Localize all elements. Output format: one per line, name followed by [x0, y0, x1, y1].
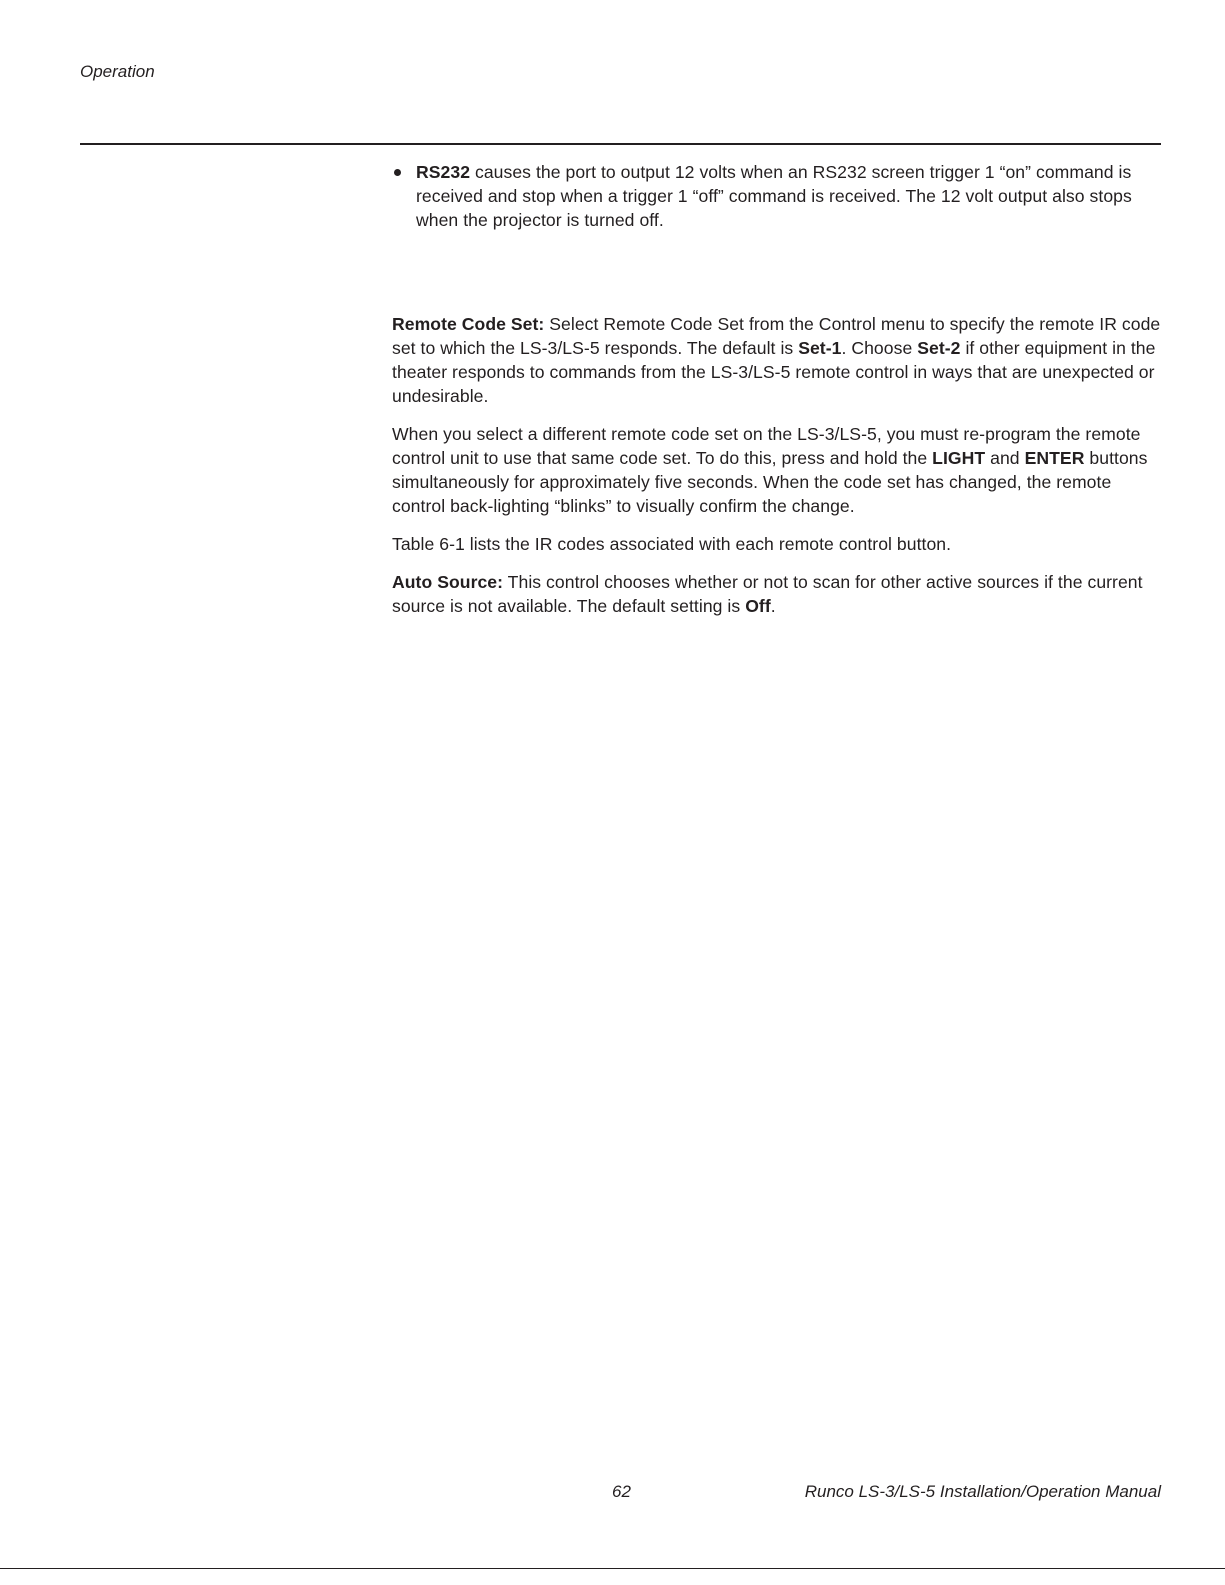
remote-code-set-text-2: . Choose	[841, 338, 918, 358]
remote-code-set-text-3: if other equipment in the theater responds to commands from the LS-3/LS-5 remote control in ways that are unexpected or undesirable.	[392, 338, 1156, 406]
remote-code-set-paragraph	[392, 312, 1162, 408]
remote-code-set-alt: Set-2	[917, 338, 961, 358]
reprogram-text-2: and	[985, 448, 1025, 468]
bullet-list	[392, 160, 1162, 232]
remote-code-set-term: Remote Code Set:	[392, 314, 545, 334]
bottom-divider	[0, 1568, 1225, 1569]
enter-button-label: ENTER	[1024, 448, 1085, 468]
reprogram-text-3: buttons simultaneously for approximately five seconds. When the code set has changed, the remote control back-lighting “blinks” to visually confirm the change.	[392, 448, 1148, 516]
auto-source-term: Auto Source:	[392, 572, 504, 592]
auto-source-text-1: This control chooses whether or not to scan for other active sources if the current source is not available. The default setting is	[392, 572, 1143, 616]
light-button-label: LIGHT	[932, 448, 986, 468]
page-number: 62	[612, 1482, 631, 1501]
rs232-term: RS232	[416, 162, 471, 182]
bullet-item-rs232	[392, 160, 1162, 232]
auto-source-paragraph	[392, 570, 1162, 618]
reprogram-text-1: When you select a different remote code set on the LS-3/LS-5, you must re-program the remote control unit to use that same code set. To do this, press and hold the	[392, 424, 1141, 468]
auto-source-default: Off	[745, 596, 771, 616]
rs232-description: causes the port to output 12 volts when an RS232 screen trigger 1 “on” command is received and stop when a trigger 1 “off” command is received. The 12 volt output also stops when the projector is turned off.	[416, 162, 1132, 230]
section-header-label: Operation	[80, 62, 155, 81]
header-divider	[80, 143, 1161, 145]
auto-source-text-2: .	[770, 596, 776, 616]
remote-code-set-text-1: Select Remote Code Set from the Control menu to specify the remote IR code set to which the LS-3/LS-5 responds. The default is	[392, 314, 1161, 358]
table-reference-paragraph: Table 6-1 lists the IR codes associated with each remote control button.	[392, 534, 952, 554]
bullet-icon	[394, 169, 401, 176]
reprogram-paragraph	[392, 422, 1162, 518]
remote-code-set-default: Set-1	[798, 338, 842, 358]
manual-title: Runco LS-3/LS-5 Installation/Operation Manual	[804, 1482, 1161, 1501]
main-content	[392, 160, 1162, 618]
